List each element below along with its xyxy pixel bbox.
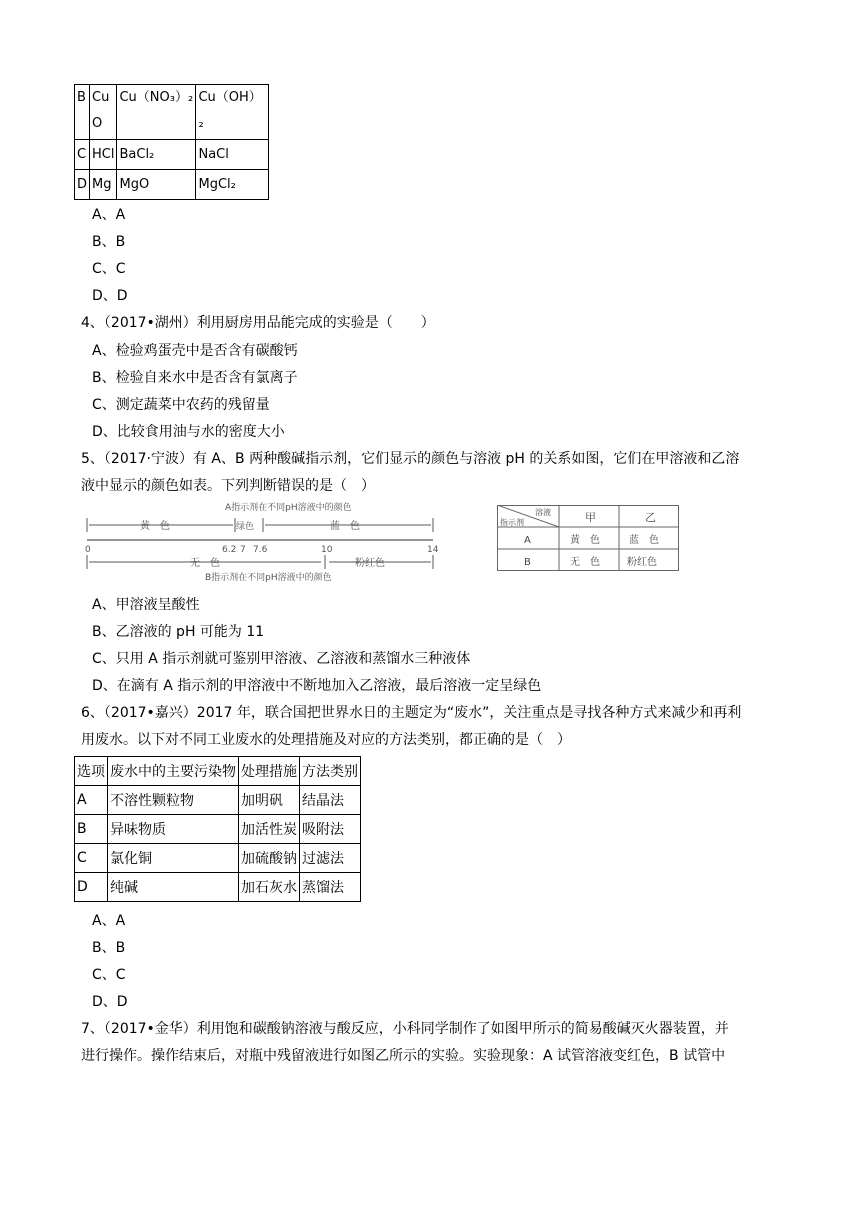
table-cell: C bbox=[75, 140, 90, 170]
wastewater-table bbox=[74, 756, 361, 902]
option-b: B、B bbox=[92, 234, 126, 250]
table-cell: D bbox=[75, 873, 108, 902]
corner-label-indicator: 指示剂 bbox=[500, 518, 524, 527]
table-row bbox=[75, 815, 361, 844]
question-7-stem: 7、（2017•金华）利用饱和碳酸钠溶液与酸反应，小科同学制作了如图甲所示的简易酸碱灭火器装置，并 bbox=[81, 1021, 729, 1037]
tick-14: 14 bbox=[427, 545, 439, 555]
table-header-row bbox=[75, 757, 361, 786]
tick-0: 0 bbox=[85, 545, 91, 555]
option-b: B、检验自来水中是否含有氯离子 bbox=[92, 370, 298, 386]
ph-indicator-diagram bbox=[85, 500, 445, 590]
option-d: D、比较食用油与水的密度大小 bbox=[92, 424, 285, 440]
table-cell: 无 色 bbox=[570, 557, 600, 568]
table-cell: 加硫酸钠 bbox=[239, 844, 300, 873]
diagram-top-caption: A指示剂在不同pH溶液中的颜色 bbox=[225, 503, 352, 513]
option-b: B、B bbox=[92, 940, 126, 956]
table-cell: B bbox=[75, 85, 90, 140]
table-cell: 吸附法 bbox=[300, 815, 361, 844]
indicator-color-table bbox=[497, 505, 679, 571]
column-header: 甲 bbox=[585, 511, 596, 524]
table-cell: C bbox=[75, 844, 108, 873]
question-7-stem-cont: 进行操作。操作结束后，对瓶中残留液进行如图乙所示的实验。实验现象：A 试管溶液变红色，B 试管中 bbox=[81, 1048, 726, 1064]
question-4-stem: 4、（2017•湖州）利用厨房用品能完成的实验是（ ） bbox=[81, 315, 435, 331]
table-cell: MgCl₂ bbox=[196, 170, 269, 200]
table-row bbox=[75, 844, 361, 873]
table-cell: MgO bbox=[117, 170, 196, 200]
table-cell: Cu（NO₃）₂ bbox=[117, 85, 196, 140]
segment-blue: 蓝 色 bbox=[330, 521, 360, 532]
table-cell: HCl bbox=[90, 140, 117, 170]
table-cell: A bbox=[75, 786, 108, 815]
table-cell: Cu O bbox=[90, 85, 117, 140]
segment-pink: 粉红色 bbox=[355, 558, 385, 569]
table-cell: 蒸馏法 bbox=[300, 873, 361, 902]
table-cell: 加明矾 bbox=[239, 786, 300, 815]
table-cell: 加活性炭 bbox=[239, 815, 300, 844]
table-row bbox=[75, 873, 361, 902]
question-6-stem: 6、（2017•嘉兴）2017 年，联合国把世界水日的主题定为“废水”，关注重点是寻找各种方式来减少和再利 bbox=[81, 705, 742, 721]
table-cell: B bbox=[75, 815, 108, 844]
option-c: C、测定蔬菜中农药的残留量 bbox=[92, 397, 270, 413]
table-cell: 结晶法 bbox=[300, 786, 361, 815]
reagent-table bbox=[74, 84, 269, 200]
row-label: A bbox=[524, 535, 531, 546]
option-d: D、在滴有 A 指示剂的甲溶液中不断地加入乙溶液，最后溶液一定呈绿色 bbox=[92, 678, 542, 694]
option-c: C、C bbox=[92, 967, 126, 983]
option-a: A、甲溶液呈酸性 bbox=[92, 597, 200, 613]
tick-10: 10 bbox=[321, 545, 333, 555]
table-cell: 异味物质 bbox=[108, 815, 239, 844]
segment-green: 绿色 bbox=[236, 522, 255, 532]
table-cell: 蓝 色 bbox=[629, 535, 659, 546]
table-cell: BaCl₂ bbox=[117, 140, 196, 170]
tick-6-2: 6.2 bbox=[222, 545, 237, 555]
tick-7: 7 bbox=[240, 545, 246, 555]
option-b: B、乙溶液的 pH 可能为 11 bbox=[92, 624, 265, 640]
tick-7-6: 7.6 bbox=[253, 545, 268, 555]
corner-label-solution: 溶液 bbox=[535, 508, 551, 517]
table-cell: 黄 色 bbox=[570, 535, 600, 546]
table-cell: Mg bbox=[90, 170, 117, 200]
table-cell: 纯碱 bbox=[108, 873, 239, 902]
question-5-stem-cont: 液中显示的颜色如表。下列判断错误的是（ ） bbox=[81, 478, 375, 494]
table-cell: NaCl bbox=[196, 140, 269, 170]
table-cell: 加石灰水 bbox=[239, 873, 300, 902]
column-header: 乙 bbox=[645, 511, 656, 524]
diagram-bottom-caption: B指示剂在不同pH溶液中的颜色 bbox=[205, 573, 332, 583]
column-header: 废水中的主要污染物 bbox=[108, 757, 239, 786]
table-cell: D bbox=[75, 170, 90, 200]
column-header: 方法类别 bbox=[300, 757, 361, 786]
option-a: A、A bbox=[92, 207, 126, 223]
question-5-stem: 5、（2017·宁波）有 A、B 两种酸碱指示剂，它们显示的颜色与溶液 pH 的关系如图，它们在甲溶液和乙溶 bbox=[81, 451, 740, 467]
table-cell: 过滤法 bbox=[300, 844, 361, 873]
row-label: B bbox=[524, 557, 531, 568]
option-d: D、D bbox=[92, 288, 128, 304]
option-c: C、只用 A 指示剂就可鉴别甲溶液、乙溶液和蒸馏水三种液体 bbox=[92, 651, 471, 667]
segment-yellow: 黄 色 bbox=[140, 521, 170, 532]
table-row bbox=[75, 140, 269, 170]
option-d: D、D bbox=[92, 994, 128, 1010]
option-c: C、C bbox=[92, 261, 126, 277]
option-a: A、A bbox=[92, 913, 126, 929]
column-header: 选项 bbox=[75, 757, 108, 786]
option-a: A、检验鸡蛋壳中是否含有碳酸钙 bbox=[92, 343, 298, 359]
table-row bbox=[75, 786, 361, 815]
table-cell: Cu（OH）₂ bbox=[196, 85, 269, 140]
question-6-stem-cont: 用废水。以下对不同工业废水的处理措施及对应的方法类别，都正确的是（ ） bbox=[81, 732, 571, 748]
segment-colorless: 无 色 bbox=[190, 558, 220, 569]
table-row bbox=[75, 85, 269, 140]
column-header: 处理措施 bbox=[239, 757, 300, 786]
table-row bbox=[75, 170, 269, 200]
table-cell: 不溶性颗粒物 bbox=[108, 786, 239, 815]
table-cell: 氯化铜 bbox=[108, 844, 239, 873]
table-cell: 粉红色 bbox=[627, 557, 657, 568]
